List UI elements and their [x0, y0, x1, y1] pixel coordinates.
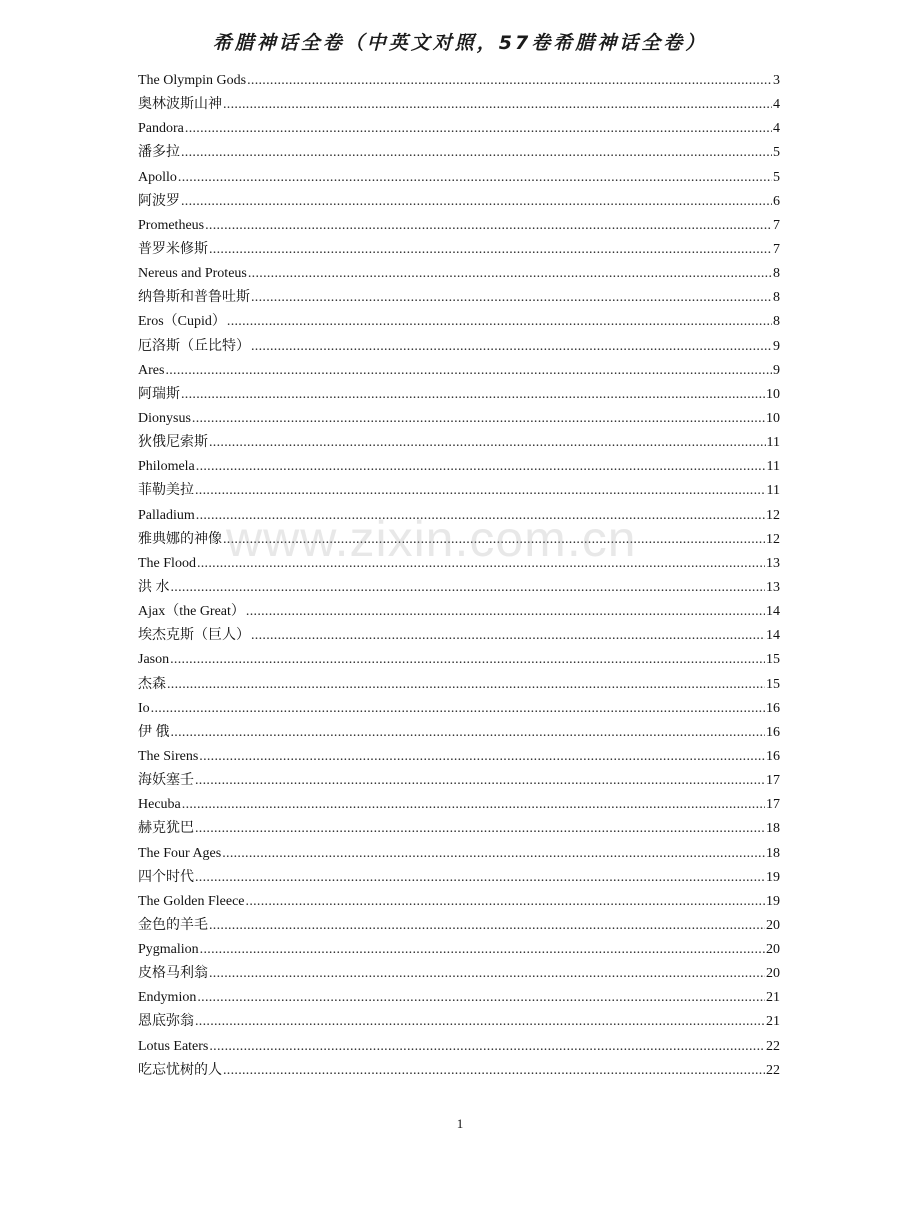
- toc-entry-title: Apollo: [138, 169, 177, 185]
- dot-leader: [195, 866, 765, 890]
- toc-entry-page-number: 14: [766, 628, 780, 644]
- toc-entry-title: Ajax（the Great）: [138, 604, 245, 620]
- toc-entry[interactable]: [138, 745, 780, 769]
- dot-leader: [196, 455, 766, 479]
- toc-entry-page-number: 11: [766, 459, 780, 475]
- dot-leader: [185, 117, 772, 141]
- dot-leader: [199, 745, 765, 769]
- toc-entry-page-number: 8: [773, 314, 780, 330]
- toc-entry[interactable]: [138, 190, 780, 214]
- dot-leader: [223, 93, 772, 117]
- toc-entry[interactable]: [138, 455, 780, 479]
- toc-entry-page-number: 18: [766, 821, 780, 837]
- toc-entry-page-number: 5: [773, 145, 780, 161]
- toc-entry-title: 恩底弥翁: [138, 1014, 194, 1030]
- dot-leader: [171, 721, 766, 745]
- toc-entry-title: The Sirens: [138, 748, 199, 764]
- toc-entry-title: The Flood: [138, 555, 196, 571]
- dot-leader: [197, 986, 765, 1010]
- toc-entry-page-number: 12: [766, 531, 780, 547]
- dot-leader: [247, 69, 772, 93]
- toc-entry-page-number: 13: [766, 579, 780, 595]
- toc-entry-page-number: 17: [766, 797, 780, 813]
- toc-entry[interactable]: [138, 69, 780, 93]
- toc-entry[interactable]: [138, 624, 780, 648]
- toc-entry-page-number: 7: [773, 217, 780, 233]
- toc-entry-title: 阿瑞斯: [138, 386, 180, 402]
- toc-entry[interactable]: [138, 166, 780, 190]
- dot-leader: [223, 528, 765, 552]
- dot-leader: [248, 262, 772, 286]
- toc-entry-page-number: 4: [773, 121, 780, 137]
- toc-entry[interactable]: [138, 528, 780, 552]
- toc-entry-page-number: 10: [766, 386, 780, 402]
- toc-entry-page-number: 22: [766, 1038, 780, 1054]
- dot-leader: [200, 938, 765, 962]
- toc-entry-page-number: 7: [773, 241, 780, 257]
- toc-entry[interactable]: [138, 721, 780, 745]
- dot-leader: [209, 1035, 765, 1059]
- dot-leader: [246, 600, 765, 624]
- toc-entry-title: 四个时代: [138, 869, 194, 885]
- toc-entry-page-number: 11: [766, 483, 780, 499]
- page-number: 1: [456, 1116, 464, 1131]
- toc-entry-page-number: 16: [766, 748, 780, 764]
- toc-entry[interactable]: [138, 262, 780, 286]
- toc-entry[interactable]: [138, 962, 780, 986]
- toc-entry[interactable]: [138, 793, 780, 817]
- toc-entry-page-number: 3: [773, 73, 780, 88]
- toc-entry-page-number: 13: [766, 555, 780, 571]
- dot-leader: [167, 673, 765, 697]
- dot-leader: [223, 1059, 765, 1083]
- toc-entry[interactable]: [138, 117, 780, 141]
- toc-entry[interactable]: [138, 552, 780, 576]
- dot-leader: [181, 383, 765, 407]
- toc-entry-title: Eros（Cupid）: [138, 314, 226, 330]
- toc-entry[interactable]: [138, 648, 780, 672]
- toc-entry[interactable]: [138, 697, 780, 721]
- document-title: 希腊神话全卷（中英文对照，57卷希腊神话全卷）: [212, 32, 708, 54]
- toc-entry-title: 狄俄尼索斯: [138, 435, 208, 451]
- toc-entry[interactable]: [138, 600, 780, 624]
- dot-leader: [181, 141, 772, 165]
- dot-leader: [196, 504, 765, 528]
- dot-leader: [195, 769, 765, 793]
- toc-entry-title: 纳鲁斯和普鲁吐斯: [138, 290, 250, 306]
- toc-entry-title: 厄洛斯（丘比特）: [138, 338, 250, 354]
- dot-leader: [209, 962, 765, 986]
- table-of-contents: [138, 69, 780, 1083]
- toc-entry-title: Endymion: [138, 990, 197, 1006]
- toc-entry[interactable]: [138, 479, 780, 503]
- dot-leader: [205, 214, 772, 238]
- toc-entry-title: Pygmalion: [138, 942, 199, 958]
- toc-entry-title: Nereus and Proteus: [138, 266, 247, 282]
- dot-leader: [209, 431, 766, 455]
- toc-entry-title: 潘多拉: [138, 145, 180, 161]
- toc-entry[interactable]: [138, 986, 780, 1010]
- toc-entry-title: 赫克犹巴: [138, 821, 194, 837]
- dot-leader: [192, 407, 765, 431]
- toc-entry-title: 金色的羊毛: [138, 917, 208, 933]
- toc-entry-title: Hecuba: [138, 797, 181, 813]
- toc-entry-page-number: 20: [766, 917, 780, 933]
- toc-entry-title: 伊 俄: [138, 724, 170, 740]
- dot-leader: [195, 817, 765, 841]
- toc-entry-title: The Golden Fleece: [138, 893, 245, 909]
- toc-entry-title: Dionysus: [138, 410, 191, 426]
- toc-entry-page-number: 20: [766, 942, 780, 958]
- toc-entry-page-number: 9: [773, 362, 780, 378]
- toc-entry[interactable]: [138, 310, 780, 334]
- toc-entry[interactable]: [138, 431, 780, 455]
- dot-leader: [171, 576, 766, 600]
- toc-entry[interactable]: [138, 866, 780, 890]
- toc-entry-page-number: 8: [773, 290, 780, 306]
- toc-entry-title: Io: [138, 700, 150, 716]
- toc-entry-page-number: 12: [766, 507, 780, 523]
- toc-entry-page-number: 15: [766, 676, 780, 692]
- toc-entry-title: 普罗米修斯: [138, 241, 208, 257]
- toc-entry-title: 洪 水: [138, 579, 170, 595]
- toc-entry[interactable]: [138, 238, 780, 262]
- dot-leader: [251, 335, 772, 359]
- toc-entry[interactable]: [138, 359, 780, 383]
- dot-leader: [170, 648, 765, 672]
- toc-entry-title: Ares: [138, 362, 165, 378]
- toc-entry-page-number: 22: [766, 1062, 780, 1078]
- toc-entry-page-number: 11: [766, 435, 780, 451]
- toc-entry-page-number: 8: [773, 266, 780, 282]
- toc-entry-page-number: 9: [773, 338, 780, 354]
- toc-entry-page-number: 19: [766, 893, 780, 909]
- toc-entry[interactable]: [138, 286, 780, 310]
- dot-leader: [195, 1010, 765, 1034]
- dot-leader: [209, 238, 772, 262]
- dot-leader: [227, 310, 772, 334]
- toc-entry-title: 吃忘忧树的人: [138, 1062, 222, 1078]
- toc-entry-page-number: 18: [766, 845, 780, 861]
- toc-entry[interactable]: [138, 842, 780, 866]
- toc-entry[interactable]: [138, 817, 780, 841]
- toc-entry-title: 菲勒美拉: [138, 483, 194, 499]
- toc-entry-page-number: 16: [766, 700, 780, 716]
- toc-entry-page-number: 5: [773, 169, 780, 185]
- toc-entry[interactable]: [138, 1059, 780, 1083]
- toc-entry[interactable]: [138, 673, 780, 697]
- toc-entry-title: 阿波罗: [138, 193, 180, 209]
- toc-entry-page-number: 21: [766, 1014, 780, 1030]
- toc-entry-title: 雅典娜的神像: [138, 531, 222, 547]
- dot-leader: [181, 190, 772, 214]
- toc-entry-title: 杰森: [138, 676, 166, 692]
- toc-entry[interactable]: [138, 407, 780, 431]
- toc-entry-page-number: 4: [773, 97, 780, 113]
- toc-entry-page-number: 21: [766, 990, 780, 1006]
- toc-entry-page-number: 19: [766, 869, 780, 885]
- toc-entry-title: Lotus Eaters: [138, 1038, 209, 1054]
- toc-entry[interactable]: [138, 1010, 780, 1034]
- toc-entry-page-number: 17: [766, 773, 780, 789]
- toc-entry-title: 皮格马利翁: [138, 966, 208, 982]
- toc-entry-page-number: 15: [766, 652, 780, 668]
- dot-leader: [251, 624, 765, 648]
- toc-entry[interactable]: [138, 141, 780, 165]
- dot-leader: [165, 359, 772, 383]
- dot-leader: [178, 166, 772, 190]
- toc-entry[interactable]: [138, 769, 780, 793]
- dot-leader: [222, 842, 765, 866]
- toc-entry-page-number: 10: [766, 410, 780, 426]
- toc-entry-title: Jason: [138, 652, 170, 668]
- toc-entry-title: The Four Ages: [138, 845, 222, 861]
- toc-entry[interactable]: [138, 214, 780, 238]
- toc-entry-title: The Olympin Gods: [138, 73, 247, 88]
- toc-entry-title: Prometheus: [138, 217, 205, 233]
- dot-leader: [182, 793, 765, 817]
- watermark: www.zixin.com.cn: [226, 511, 637, 567]
- dot-leader: [197, 552, 765, 576]
- toc-entry-page-number: 16: [766, 724, 780, 740]
- toc-entry-title: 海妖塞壬: [138, 773, 194, 789]
- dot-leader: [246, 890, 765, 914]
- dot-leader: [251, 286, 772, 310]
- toc-entry-page-number: 14: [766, 604, 780, 620]
- dot-leader: [195, 479, 766, 503]
- toc-entry-page-number: 20: [766, 966, 780, 982]
- dot-leader: [151, 697, 765, 721]
- toc-entry-title: Philomela: [138, 459, 195, 475]
- toc-entry-title: 奥林波斯山神: [138, 97, 222, 113]
- toc-entry[interactable]: [138, 890, 780, 914]
- toc-entry-page-number: 6: [773, 193, 780, 209]
- toc-entry[interactable]: [138, 576, 780, 600]
- dot-leader: [209, 914, 765, 938]
- toc-entry[interactable]: [138, 1035, 780, 1059]
- toc-entry[interactable]: [138, 335, 780, 359]
- toc-entry[interactable]: [138, 914, 780, 938]
- toc-entry-title: Pandora: [138, 121, 184, 137]
- toc-entry[interactable]: [138, 383, 780, 407]
- toc-entry[interactable]: [138, 938, 780, 962]
- toc-entry[interactable]: [138, 93, 780, 117]
- toc-entry[interactable]: [138, 504, 780, 528]
- toc-entry-title: Palladium: [138, 507, 195, 523]
- toc-entry-title: 埃杰克斯（巨人）: [138, 628, 250, 644]
